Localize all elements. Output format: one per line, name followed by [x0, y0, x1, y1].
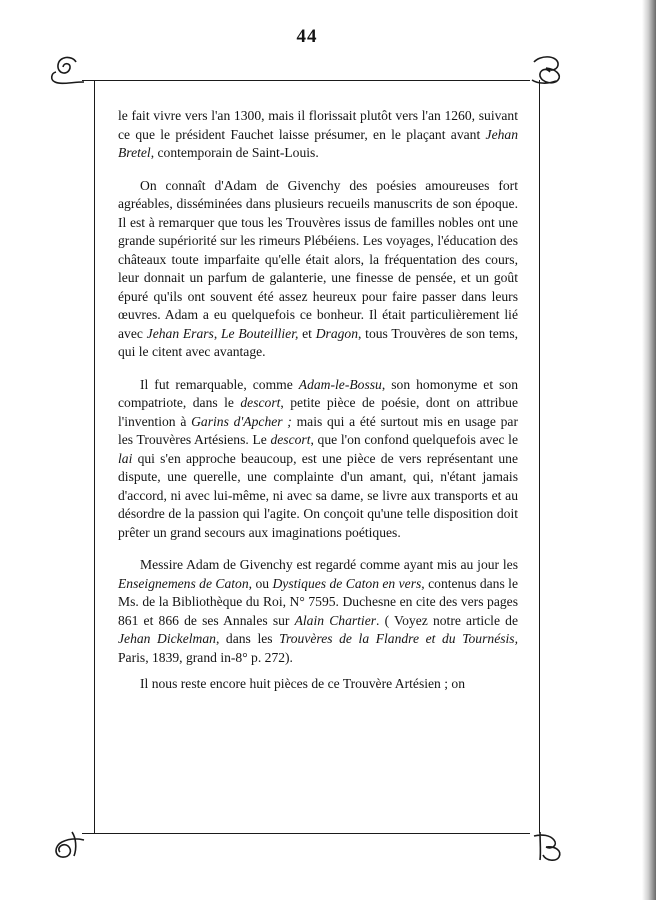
text-run: Paris, 1839, grand in-8° p. 272). [118, 649, 293, 665]
italic-text-run: Jehan Erars [146, 325, 214, 341]
page-number: 44 [296, 26, 318, 47]
frame-right-rule [539, 80, 540, 833]
text-run: On connaît d'Adam de Givenchy des poésies amoureuses fort agréables, disséminées dans plusieurs recueils manuscrits de son époque. Il est à remarquer que tous les Trouvères issus de familles nobles ont une grande supériorité sur les rimeurs Plébéiens. Les voyages, l'éducation des châteaux toute imparfaite qu'elle était alors, la fréquentation des cours, leur donnait un parfum de galanterie, une finesse de pensée, et un goût épuré qu'ils ont souvent été assez heureux pour faire passer dans leurs œuvres. Adam a eu quelquefois ce bonheur. Il était particulièrement lié avec [118, 177, 518, 341]
text-run: Il nous reste encore huit pièces de ce Trouvère Artésien ; on [140, 676, 466, 691]
italic-text-run: Enseignemens de Caton [118, 575, 249, 591]
italic-text-run: Jehan Bretel [118, 126, 518, 160]
frame-bottom-rule [82, 833, 530, 834]
text-run: Il fut remarquable, comme [140, 376, 299, 392]
text-run: , dans les [215, 631, 280, 646]
body-text [118, 107, 518, 708]
text-run: , contemporain de Saint-Louis. [150, 145, 319, 160]
paragraph [118, 376, 518, 543]
paragraph [118, 177, 518, 362]
corner-flourish-icon [46, 52, 88, 88]
italic-text-run: Trouvères de la Flandre et du Tournésis, [279, 631, 518, 646]
text-run: , que l'on confond quelquefois avec le [310, 432, 518, 447]
italic-text-run: descort [270, 432, 311, 447]
text-run: , petite pièce de poésie, dont on attribue l'invention à [118, 395, 518, 429]
paragraph [118, 556, 518, 667]
frame-left-rule [94, 80, 95, 833]
text-run: , tous Trouvères de son tems, qui le citent avec avantage. [118, 325, 519, 359]
italic-text-run: Dystiques de Caton en vers [272, 575, 422, 591]
corner-flourish-icon [528, 826, 572, 864]
italic-text-run: Dragon [315, 325, 359, 341]
text-run: , contenus dans le Ms. de la Bibliothèque du Roi, N° 7595. Duchesne en cite des vers pages 861 et 866 de ses Annales sur [118, 575, 518, 628]
text-run: qui s'en approche beaucoup, est une pièce de vers représentant une dispute, une querelle, une complainte d'un amant, qui, n'étant jamais d'accord, ni avec lui-même, ni avec sa dame, se livre aux transports et au désordre de la passion qui l'agite. On conçoit qu'une telle disposition doit prêter un grand secours aux imaginations poétiques. [118, 450, 518, 540]
italic-text-run: lai [118, 450, 133, 466]
text-run: le fait vivre vers l'an 1300, mais il florissait plutôt vers l'an 1260, suivant ce que le président Fauchet laisse présumer, en le plaçant avant [118, 108, 518, 142]
italic-text-run: Jehan Dickelman [118, 631, 216, 646]
text-run: et [298, 325, 316, 341]
text-run: mais qui a été surtout mis en usage par les Trouvères Artésiens. Le [118, 413, 518, 447]
text-run: , ou [248, 575, 273, 591]
text-run: Messire Adam de Givenchy est regardé comme ayant mis au jour les [140, 557, 518, 572]
text-run: , [213, 325, 221, 341]
italic-text-run: Garins d'Apcher ; [191, 413, 292, 429]
paragraph [118, 107, 518, 163]
paragraph [118, 675, 518, 694]
text-run: . ( Voyez notre article de [376, 612, 518, 628]
frame-top-rule [82, 80, 530, 81]
text-run: , son homonyme et son compatriote, dans le [118, 376, 518, 410]
italic-text-run: Le Bouteillier, [221, 325, 299, 341]
italic-text-run: Adam-le-Bossu [298, 376, 382, 392]
page-edge-shadow [642, 0, 656, 900]
corner-flourish-icon [528, 50, 570, 88]
italic-text-run: Alain Chartier [294, 612, 377, 628]
italic-text-run: descort [240, 395, 281, 410]
corner-flourish-icon [46, 826, 90, 862]
